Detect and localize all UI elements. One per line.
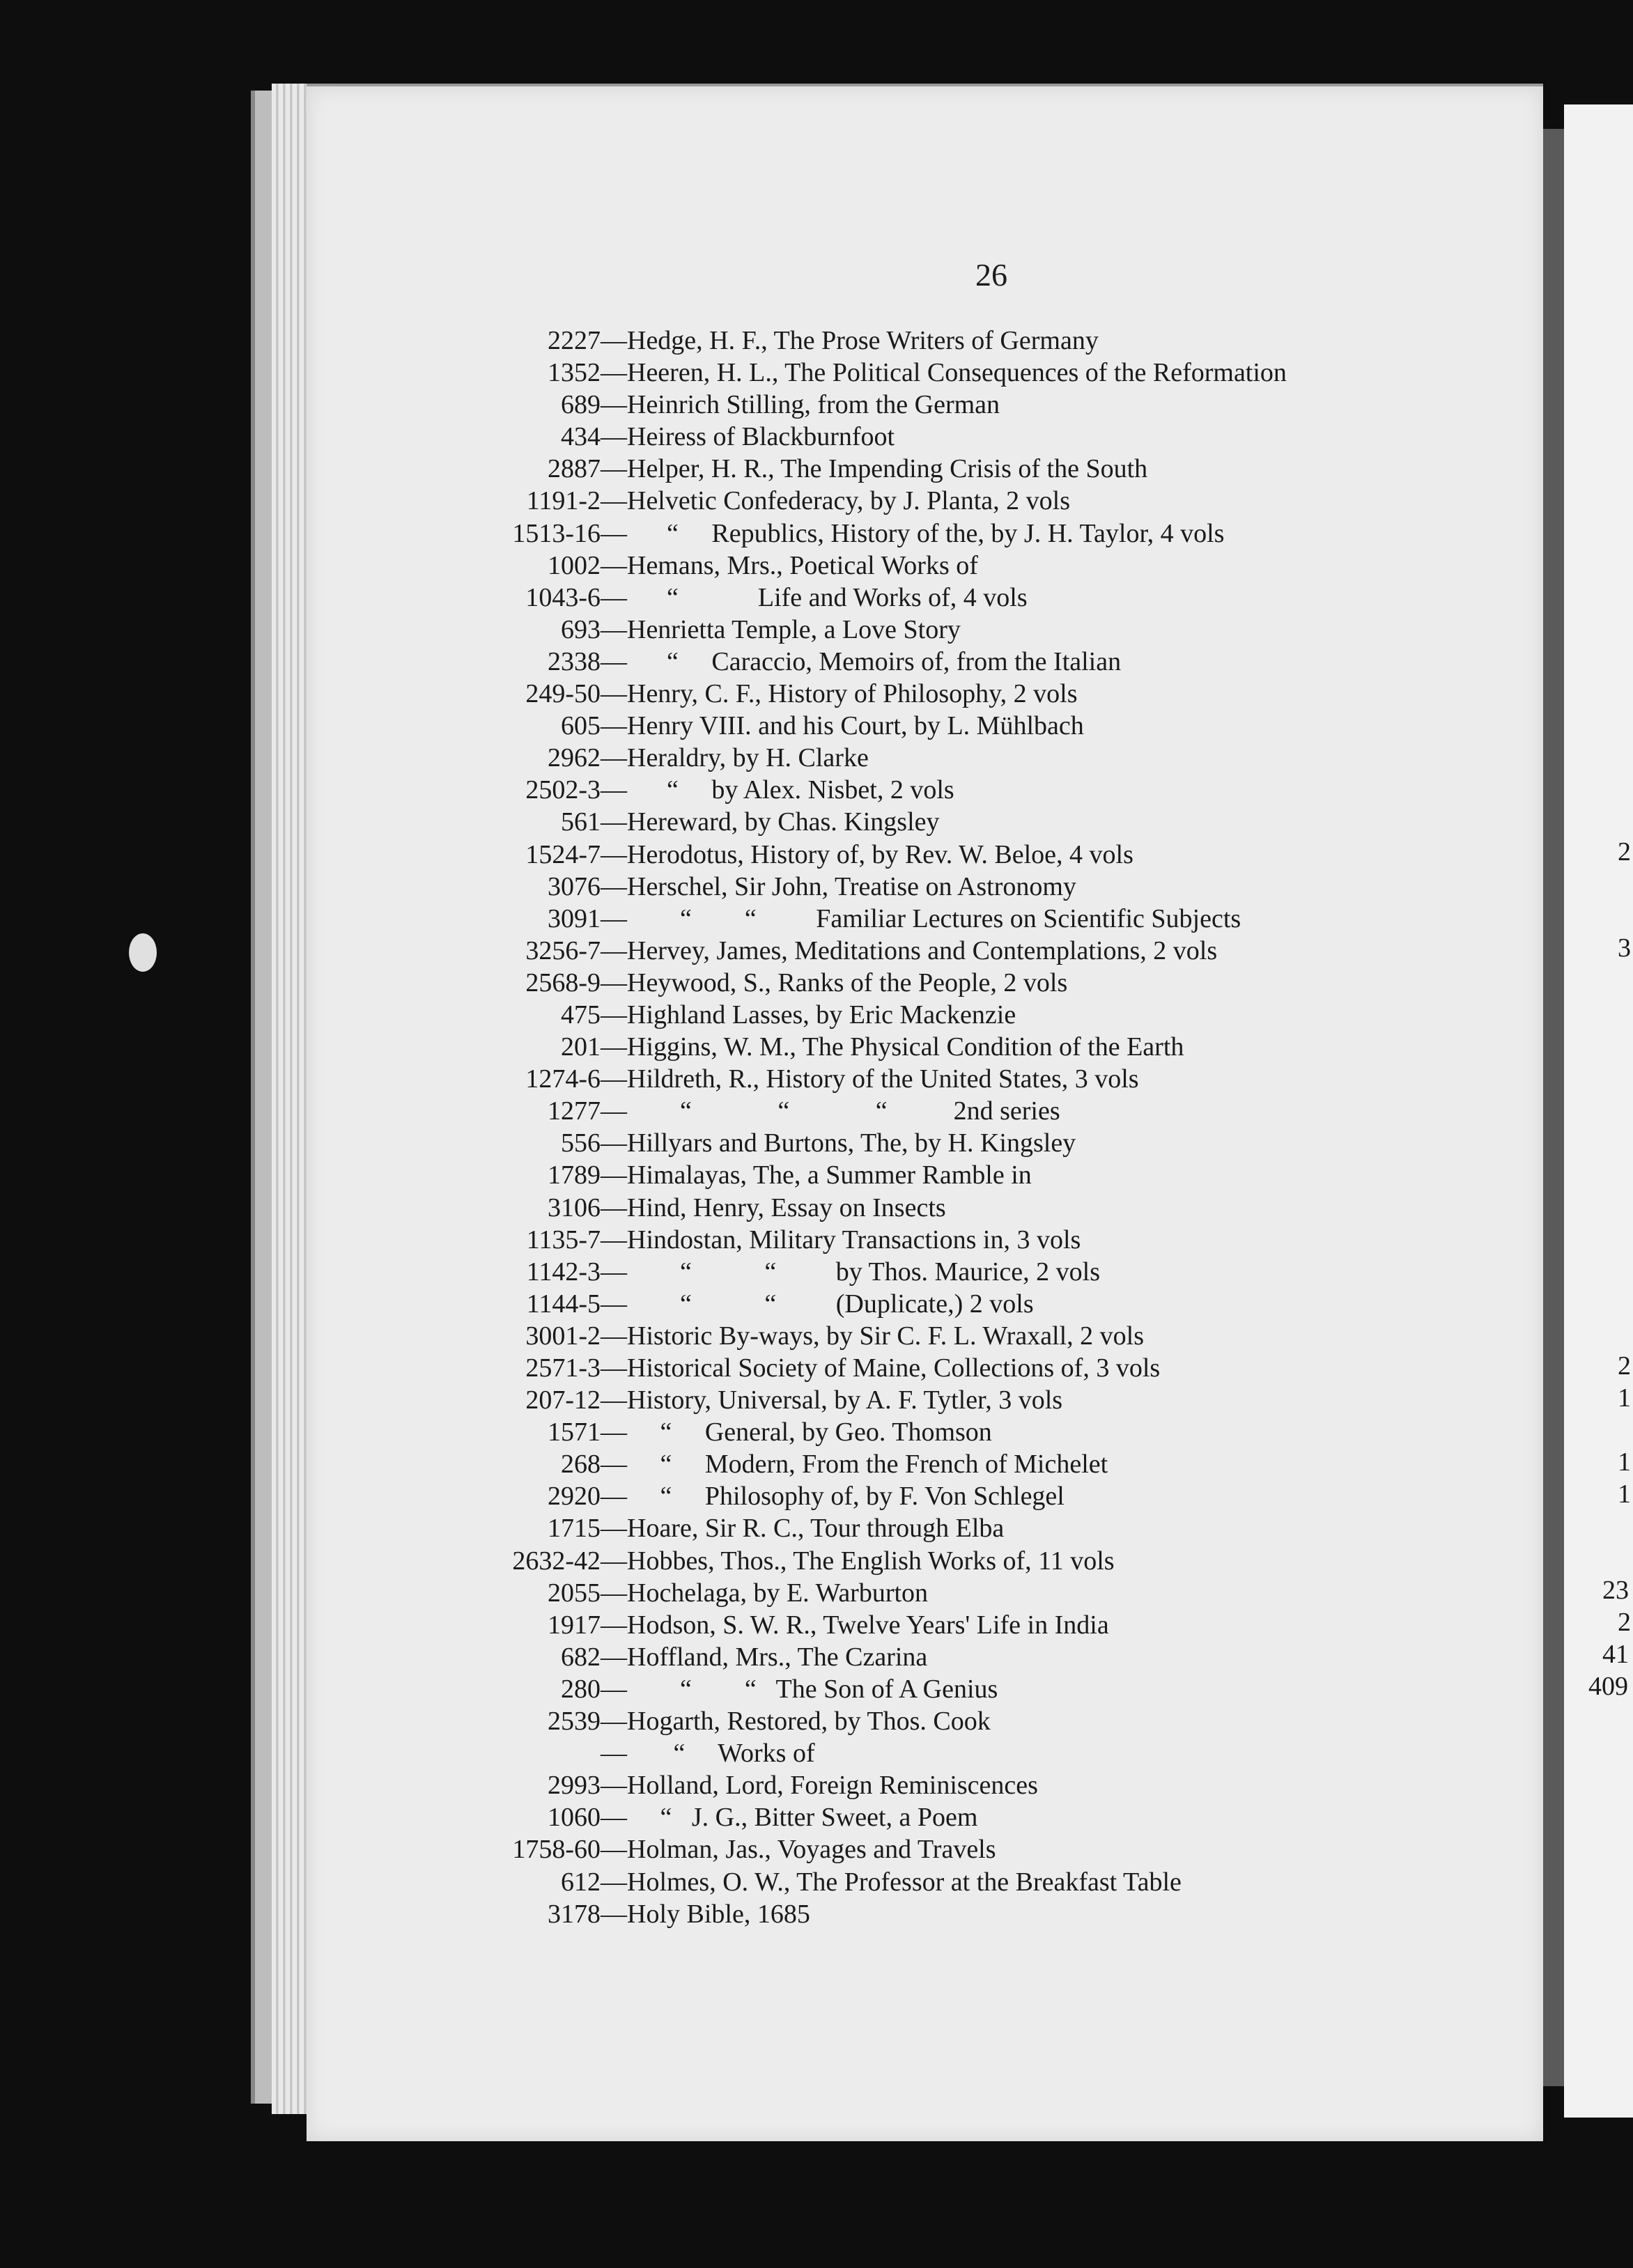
entry-title: Henrietta Temple, a Love Story [627,614,961,644]
catalog-entry [390,999,1287,1031]
catalog-entry [390,935,1287,967]
entry-title: “ J. G., Bitter Sweet, a Poem [627,1803,978,1833]
entry-title: “ “ “ 2nd series [627,1096,1060,1126]
catalog-entry [390,357,1287,389]
entry-call-number: 201— [561,1032,627,1062]
catalog-entry [390,1256,1287,1288]
catalog-entry [390,646,1287,678]
catalog-entry [390,1448,1287,1480]
catalog-entry [390,1866,1287,1898]
entry-call-number: 605— [561,711,627,741]
entry-title: Helper, H. R., The Impending Crisis of the South [627,454,1148,484]
facing-page-fragment: 1 [1618,1383,1631,1413]
entry-title: Hobbes, Thos., The English Works of, 11 vols [627,1546,1115,1576]
catalog-entry [390,903,1287,935]
entry-title: Hedge, H. F., The Prose Writers of Germany [627,326,1099,355]
facing-page-fragment: 3 [1618,933,1631,963]
entry-title: Hemans, Mrs., Poetical Works of [627,550,978,580]
entry-call-number: 689— [561,390,627,420]
entry-title: Henry, C. F., History of Philosophy, 2 vols [627,679,1078,709]
entry-title: Henry VIII. and his Court, by L. Mühlbach [627,711,1084,741]
catalog-entry [390,1095,1287,1127]
catalog-entry [390,1159,1287,1191]
paper-blemish [129,933,157,972]
catalog-entry [390,1192,1287,1224]
entry-call-number: 249-50— [525,679,627,709]
entry-call-number: 1789— [548,1160,627,1190]
entry-title: “ “ by Thos. Maurice, 2 vols [627,1257,1100,1287]
entry-call-number: 1571— [548,1418,627,1447]
facing-page-fragment: 2 [1618,837,1631,867]
entry-title: History, Universal, by A. F. Tytler, 3 vols [627,1385,1063,1415]
catalog-entry [390,1801,1287,1833]
catalog-entry [390,1705,1287,1737]
entry-title: Hodson, S. W. R., Twelve Years' Life in India [627,1610,1109,1640]
entry-call-number: 2502-3— [525,775,627,805]
entry-title: Heiress of Blackburnfoot [627,422,895,452]
entry-call-number: 682— [561,1642,627,1672]
entry-title: Hind, Henry, Essay on Insects [627,1193,946,1222]
entry-call-number: 268— [561,1450,627,1479]
entry-title: Himalayas, The, a Summer Ramble in [627,1160,1032,1190]
entry-call-number: 2571-3— [525,1353,627,1383]
entry-title: Heraldry, by H. Clarke [627,743,869,773]
catalog-entry [390,1416,1287,1448]
entry-title: “ Works of [627,1739,815,1769]
entry-title: Hochelaga, by E. Warburton [627,1578,929,1608]
entry-call-number: 3001-2— [525,1321,627,1351]
entry-title: “ “ The Son of A Genius [627,1674,998,1704]
entry-call-number: 1524-7— [525,839,627,869]
facing-page [1564,104,1633,2118]
entry-call-number: 1144-5— [526,1289,627,1319]
entry-title: Historic By-ways, by Sir C. F. L. Wraxall, 2 vols [627,1321,1145,1351]
catalog-entry [390,453,1287,485]
facing-page-fragment: 2 [1618,1351,1631,1381]
entry-title: Hervey, James, Meditations and Contemplations, 2 vols [627,935,1218,965]
entry-call-number: 3106— [548,1193,627,1222]
entry-call-number: 2055— [548,1578,627,1608]
entry-title: Historical Society of Maine, Collections of, 3 vols [627,1353,1161,1383]
entry-title: “ Philosophy of, by F. Von Schlegel [627,1482,1065,1512]
entry-title: Hereward, by Chas. Kingsley [627,807,940,837]
catalog-entry [390,1833,1287,1865]
catalog-entry [390,1609,1287,1641]
entry-call-number: 280— [561,1674,627,1704]
facing-page-fragment: 23 [1602,1576,1629,1605]
entry-call-number: 1917— [548,1610,627,1640]
facing-page-fragment: 409 [1588,1672,1628,1701]
entry-call-number: 207-12— [525,1385,627,1415]
entry-title: Holmes, O. W., The Professor at the Breakfast Table [627,1867,1182,1897]
entry-title: Helvetic Confederacy, by J. Planta, 2 vols [627,486,1070,516]
entry-call-number: 3256-7— [525,935,627,965]
entry-call-number: 693— [561,614,627,644]
entry-title: “ Life and Works of, 4 vols [627,582,1028,612]
catalog-entry [390,1898,1287,1930]
entry-call-number: 1758-60— [512,1835,627,1865]
catalog-entry [390,1320,1287,1352]
catalog-entry [390,1737,1287,1769]
catalog-entry [390,518,1287,550]
catalog-entry [390,485,1287,517]
catalog-entry [390,582,1287,614]
entry-title: “ “ (Duplicate,) 2 vols [627,1289,1034,1319]
entry-call-number: 1191-2— [526,486,627,516]
entry-title: “ Caraccio, Memoirs of, from the Italian [627,646,1122,676]
entry-call-number: 556— [561,1128,627,1158]
entry-call-number: 1277— [548,1096,627,1126]
catalog-entry [390,1769,1287,1801]
entry-title: Hogarth, Restored, by Thos. Cook [627,1707,991,1737]
entry-call-number: 434— [561,422,627,452]
entry-title: Herschel, Sir John, Treatise on Astronomy [627,871,1076,901]
catalog-entry [390,1673,1287,1705]
book-spine [1543,129,1564,2086]
catalog-entry [390,1352,1287,1384]
facing-page-fragment: 41 [1602,1640,1629,1669]
entry-call-number: 2632-42— [512,1546,627,1576]
catalog-entry [390,1031,1287,1063]
entry-call-number: 1513-16— [512,518,627,548]
catalog-entry [390,550,1287,582]
catalog-entry [390,1063,1287,1095]
facing-page-fragment: 2 [1618,1608,1631,1637]
entry-title: Hoare, Sir R. C., Tour through Elba [627,1514,1005,1544]
catalog-entry [390,1384,1287,1416]
entry-call-number: 2539— [548,1707,627,1737]
entry-call-number: 2227— [548,326,627,355]
page-number: 26 [975,257,1007,293]
entry-title: Holy Bible, 1685 [627,1899,810,1929]
entry-call-number: 1352— [548,358,627,388]
entry-call-number: 3076— [548,871,627,901]
entry-title: “ Modern, From the French of Michelet [627,1450,1108,1479]
entry-call-number: 2920— [548,1482,627,1512]
entry-title: Higgins, W. M., The Physical Condition of the Earth [627,1032,1184,1062]
entry-call-number: 1135-7— [526,1225,627,1255]
entry-title: Herodotus, History of, by Rev. W. Beloe, 4 vols [627,839,1133,869]
catalog-entry [390,421,1287,453]
entry-call-number: — [601,1739,627,1769]
catalog-entry [390,389,1287,421]
entry-call-number: 1060— [548,1803,627,1833]
catalog-entry [390,806,1287,838]
entry-title: Hindostan, Military Transactions in, 3 vols [627,1225,1081,1255]
entry-call-number: 475— [561,1000,627,1030]
entry-call-number: 2962— [548,743,627,773]
entry-call-number: 1142-3— [526,1257,627,1287]
entry-title: “ Republics, History of the, by J. H. Taylor, 4 vols [627,518,1225,548]
entry-call-number: 1002— [548,550,627,580]
entry-title: “ “ Familiar Lectures on Scientific Subjects [627,903,1241,933]
entry-title: Hildreth, R., History of the United States, 3 vols [627,1064,1139,1094]
entry-title: Holman, Jas., Voyages and Travels [627,1835,996,1865]
catalog-entry [390,1288,1287,1320]
catalog-entry [390,839,1287,871]
entry-call-number: 2568-9— [525,968,627,997]
entry-title: Hillyars and Burtons, The, by H. Kingsley [627,1128,1076,1158]
catalog-entry [390,1127,1287,1159]
entry-title: Highland Lasses, by Eric Mackenzie [627,1000,1016,1030]
entry-call-number: 3178— [548,1899,627,1929]
entry-title: “ by Alex. Nisbet, 2 vols [627,775,954,805]
entry-call-number: 1715— [548,1514,627,1544]
catalog-entry [390,1480,1287,1512]
catalog-entry [390,1545,1287,1577]
catalog-entry [390,774,1287,806]
catalog-entry-list [390,325,1287,1930]
catalog-entry [390,1641,1287,1673]
catalog-entry [390,678,1287,710]
entry-call-number: 1043-6— [525,582,627,612]
catalog-entry [390,1512,1287,1544]
catalog-entry [390,967,1287,999]
entry-call-number: 1274-6— [525,1064,627,1094]
entry-call-number: 3091— [548,903,627,933]
facing-page-fragment: 1 [1618,1479,1631,1509]
entry-call-number: 612— [561,1867,627,1897]
entry-title: Heywood, S., Ranks of the People, 2 vols [627,968,1068,997]
entry-title: Heeren, H. L., The Political Consequences of the Reformation [627,358,1287,388]
catalog-entry [390,871,1287,903]
entry-title: Holland, Lord, Foreign Reminiscences [627,1771,1038,1801]
entry-title: “ General, by Geo. Thomson [627,1418,992,1447]
entry-call-number: 561— [561,807,627,837]
catalog-entry [390,710,1287,742]
catalog-entry [390,1577,1287,1609]
entry-call-number: 2887— [548,454,627,484]
catalog-entry [390,1224,1287,1256]
catalog-entry [390,325,1287,357]
catalog-entry [390,742,1287,774]
entry-call-number: 2338— [548,646,627,676]
entry-title: Hoffland, Mrs., The Czarina [627,1642,928,1672]
catalog-entry [390,614,1287,646]
entry-title: Heinrich Stilling, from the German [627,390,1000,420]
facing-page-fragment: 1 [1618,1447,1631,1477]
entry-call-number: 2993— [548,1771,627,1801]
